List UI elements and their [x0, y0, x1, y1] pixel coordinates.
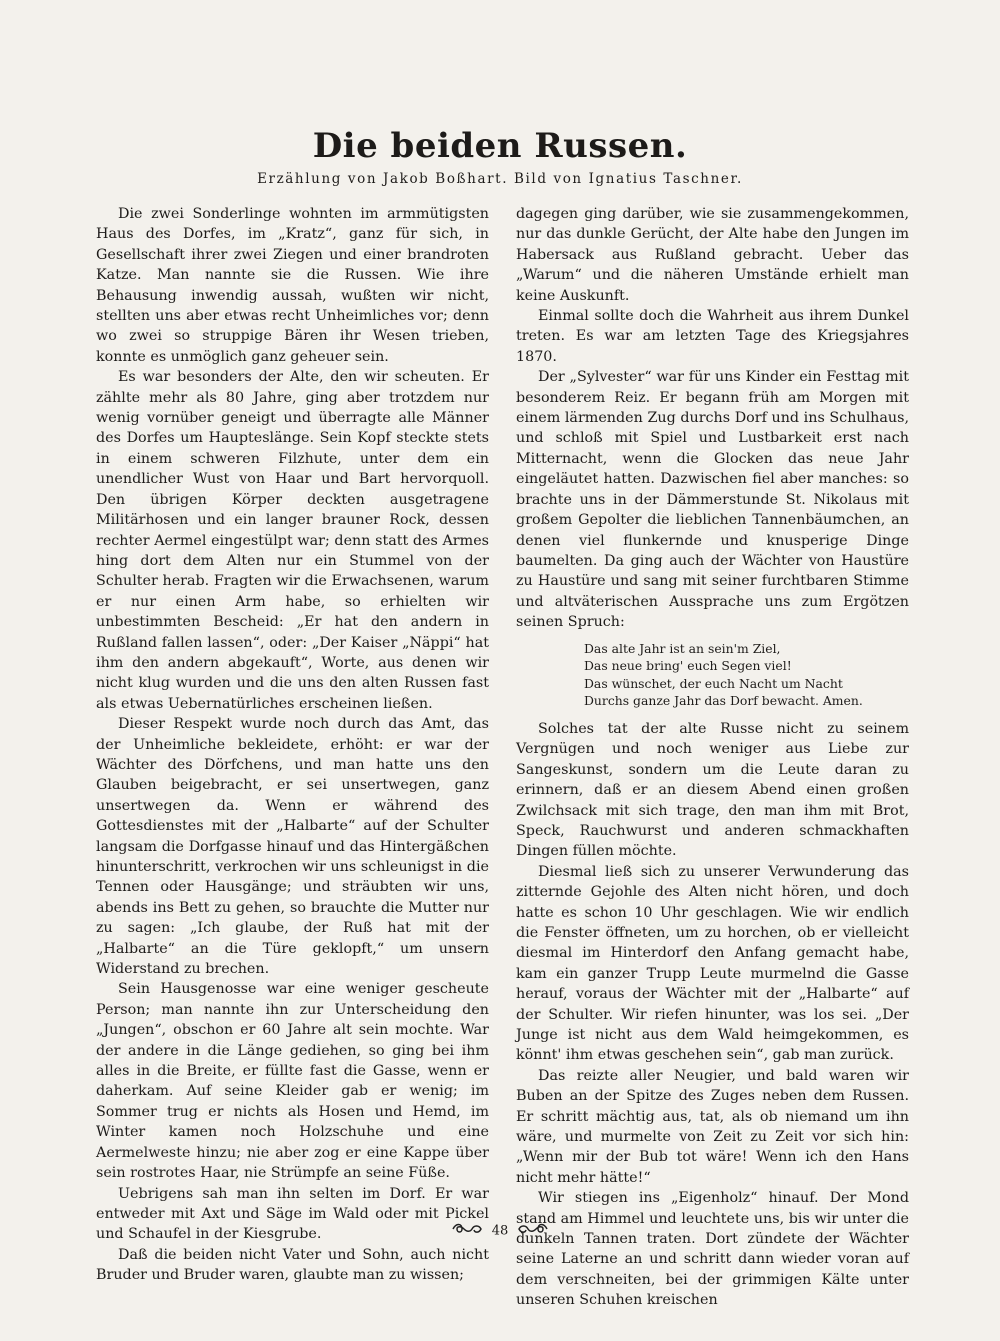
paragraph: Das reizte aller Neugier, und bald waren wir Buben an der Spitze des Zuges neben dem Russen. Er schritt mächtig aus, tat, als ob niemand um ihn wäre, und murmelte von Zeit zu Zeit vor sich hin: „Wenn mir der Bub tot wäre! Wenn ich den Hans nicht mehr hätte!“: [516, 1067, 909, 1186]
paragraph: Einmal sollte doch die Wahrheit aus ihrem Dunkel treten. Es war am letzten Tage des Kriegsjahres 1870.: [516, 308, 909, 365]
paragraph: dagegen ging darüber, wie sie zusammengekommen, nur das dunkle Gerücht, der Alte habe den Jungen im Habersack aus Rußland gebracht. Ueber das „Warum“ und die näheren Umstände erhielt man keine Auskunft.: [516, 206, 909, 304]
paragraph: Diesmal ließ sich zu unserer Verwunderung das zitternde Gejohle des Alten nicht hören, und doch hatte es schon 10 Uhr geschlagen. Wie wir endlich die Fenster öffneten, um zu horchen, ob er vielleicht diesmal im Hinterdorf den Anfang gemacht habe, kam ein ganzer Trupp Leute murmelnd die Gasse herauf, voraus der Wächter mit der „Halbarte“ auf der Schulter. Wir riefen hinunter, was los sei. „Der Junge ist nicht aus dem Wald heimgekommen, es könnt' ihm etwas geschehen sein“, gab man zurück.: [516, 863, 909, 1064]
article-byline: Erzählung von Jakob Boßhart. Bild von Ignatius Taschner.: [257, 171, 743, 187]
paragraph: Wir stiegen ins „Eigenholz“ hinauf. Der Mond stand am Himmel und leuchtete uns, bis wir unter die dunkeln Tannen traten. Dort zündete der Wächter seine Laterne an und schritt dann wieder voran auf dem verschneiten, bei der grimmigen Kälte unter unseren Schuhen kreischen: [516, 1190, 909, 1309]
right-column: [516, 204, 909, 1311]
paragraph: Solches tat der alte Russe nicht zu seinem Vergnügen und noch weniger aus Liebe zur Sangeskunst, sondern um die Leute daran zu erinnern, daß er an diesem Abend einen großen Zwilchsack mit sich trage, den man ihm mit Brot, Speck, Rauchwurst und anderen schmackhaften Dingen füllen möchte.: [516, 720, 909, 860]
paragraph: Uebrigens sah man ihn selten im Dorf. Er war entweder mit Axt und Säge im Wald oder mit Pickel und Schaufel in der Kiesgrube.: [96, 1185, 489, 1243]
paragraph: Daß die beiden nicht Vater und Sohn, auch nicht Bruder und Bruder waren, glaubte man zu wissen;: [96, 1246, 489, 1284]
page-footer: [0, 1223, 1000, 1239]
paragraph: Der „Sylvester“ war für uns Kinder ein Festtag mit besonderem Reiz. Er begann früh am Morgen mit einem lärmenden Zug durchs Dorf und ins Schulhaus, und schloß mit Spiel und Lustbarkeit erst nach Mitternacht, wenn die Glocken das neue Jahr eingeläutet hatten. Dazwischen fiel aber manches: so brachte uns in der Dämmerstunde St. Nikolaus mit großem Gepolter die lieblichen Tannenbäumchen, an denen viel flunkernde und knusperige Dinge baumelten. Da ging auch der Wächter von Haustüre zu Haustüre und sang mit seiner furchtbaren Stimme und altväterischen Aussprache uns zum Ergötzen seinen Spruch:: [516, 369, 909, 631]
paragraph: Die zwei Sonderlinge wohnten im armmütigsten Haus des Dorfes, im „Kratz“, ganz für sich, in Gesellschaft ihrer zwei Ziegen und einer brandroten Katze. Man nannte sie die Russen. Wie ihre Behausung inwendig aussah, wußten wir nicht, stellten uns aber etwas recht Unheimliches vor; denn wo zwei so struppige Bären ihr Wesen trieben, konnte es unmöglich ganz geheuer sein.: [96, 206, 489, 365]
verse-line: Das neue bring' euch Segen viel!: [584, 658, 792, 674]
paragraph: Sein Hausgenosse war eine weniger gescheute Person; man nannte ihn zur Unterscheidung den „Jungen“, obschon er 60 Jahre alt sein mochte. War der andere in die Länge gediehen, so ging bei ihm alles in die Breite, er füllte fast die Gasse, wenn er daherkam. Auf seine Kleider gab er wenig; im Sommer trug er nichts als Hosen und Hemd, im Winter kamen noch Holzschuhe und eine Aermelweste hinzu; nie aber zog er eine Kappe über sein rostrotes Haar, nie Strümpfe an seine Füße.: [96, 981, 489, 1182]
ornament-right-icon: [518, 1223, 548, 1239]
verse-block: [584, 640, 909, 710]
verse-line: Das wünschet, der euch Nacht um Nacht: [584, 675, 843, 691]
verse-line: Durchs ganze Jahr das Dorf bewacht. Amen.: [584, 693, 863, 709]
paragraph: Dieser Respekt wurde noch durch das Amt, das der Unheimliche bekleidete, erhöht: er war der Wächter des Dörfchens, und man hatte uns den Glauben beigebracht, er sei unsertwegen, ganz unsertwegen da. Wenn er während des Gottesdienstes mit der „Halbarte“ auf der Schulter langsam die Dorfgasse hinauf und das Hintergäßchen hinunterschritt, verkrochen wir uns schleunigst in die Tennen oder Hausgänge; und sträubten wir uns, abends ins Bett zu gehen, so brauchte die Mutter nur zu sagen: „Ich glaube, der Ruß hat mit der „Halbarte“ an die Türe geklopft,“ um unsern Widerstand zu brechen.: [96, 716, 489, 978]
ornament-left-icon: [452, 1223, 482, 1239]
verse-line: Das alte Jahr ist an sein'm Ziel,: [584, 640, 781, 656]
article-title: Die beiden Russen.: [312, 126, 688, 166]
paragraph: Es war besonders der Alte, den wir scheuten. Er zählte mehr als 80 Jahre, ging aber trotzdem nur wenig vornüber geneigt und überragte alle Männer des Dorfes um Haupteslänge. Sein Kopf steckte stets in einem schweren Filzhute, unter dem ein unendlicher Wust von Haar und Bart hervorquoll. Den übrigen Körper deckten ausgetragene Militärhosen und ein langer brauner Rock, dessen rechter Aermel eingestülpt war; denn statt des Armes hing dort dem Alten nur ein Stummel von der Schulter herab. Fragten wir die Erwachsenen, warum er nur einen Arm habe, so erhielten wir unbestimmten Bescheid: „Er hat den andern in Rußland fallen lassen“, oder: „Der Kaiser „Näppi“ hat ihm den andern abgekauft“, Worte, aus denen wir nicht klug wurden und die uns den alten Russen fast als etwas Uebernatürliches erscheinen ließen.: [96, 369, 489, 712]
page-number: 48: [491, 1223, 509, 1239]
left-column: [96, 204, 489, 1286]
